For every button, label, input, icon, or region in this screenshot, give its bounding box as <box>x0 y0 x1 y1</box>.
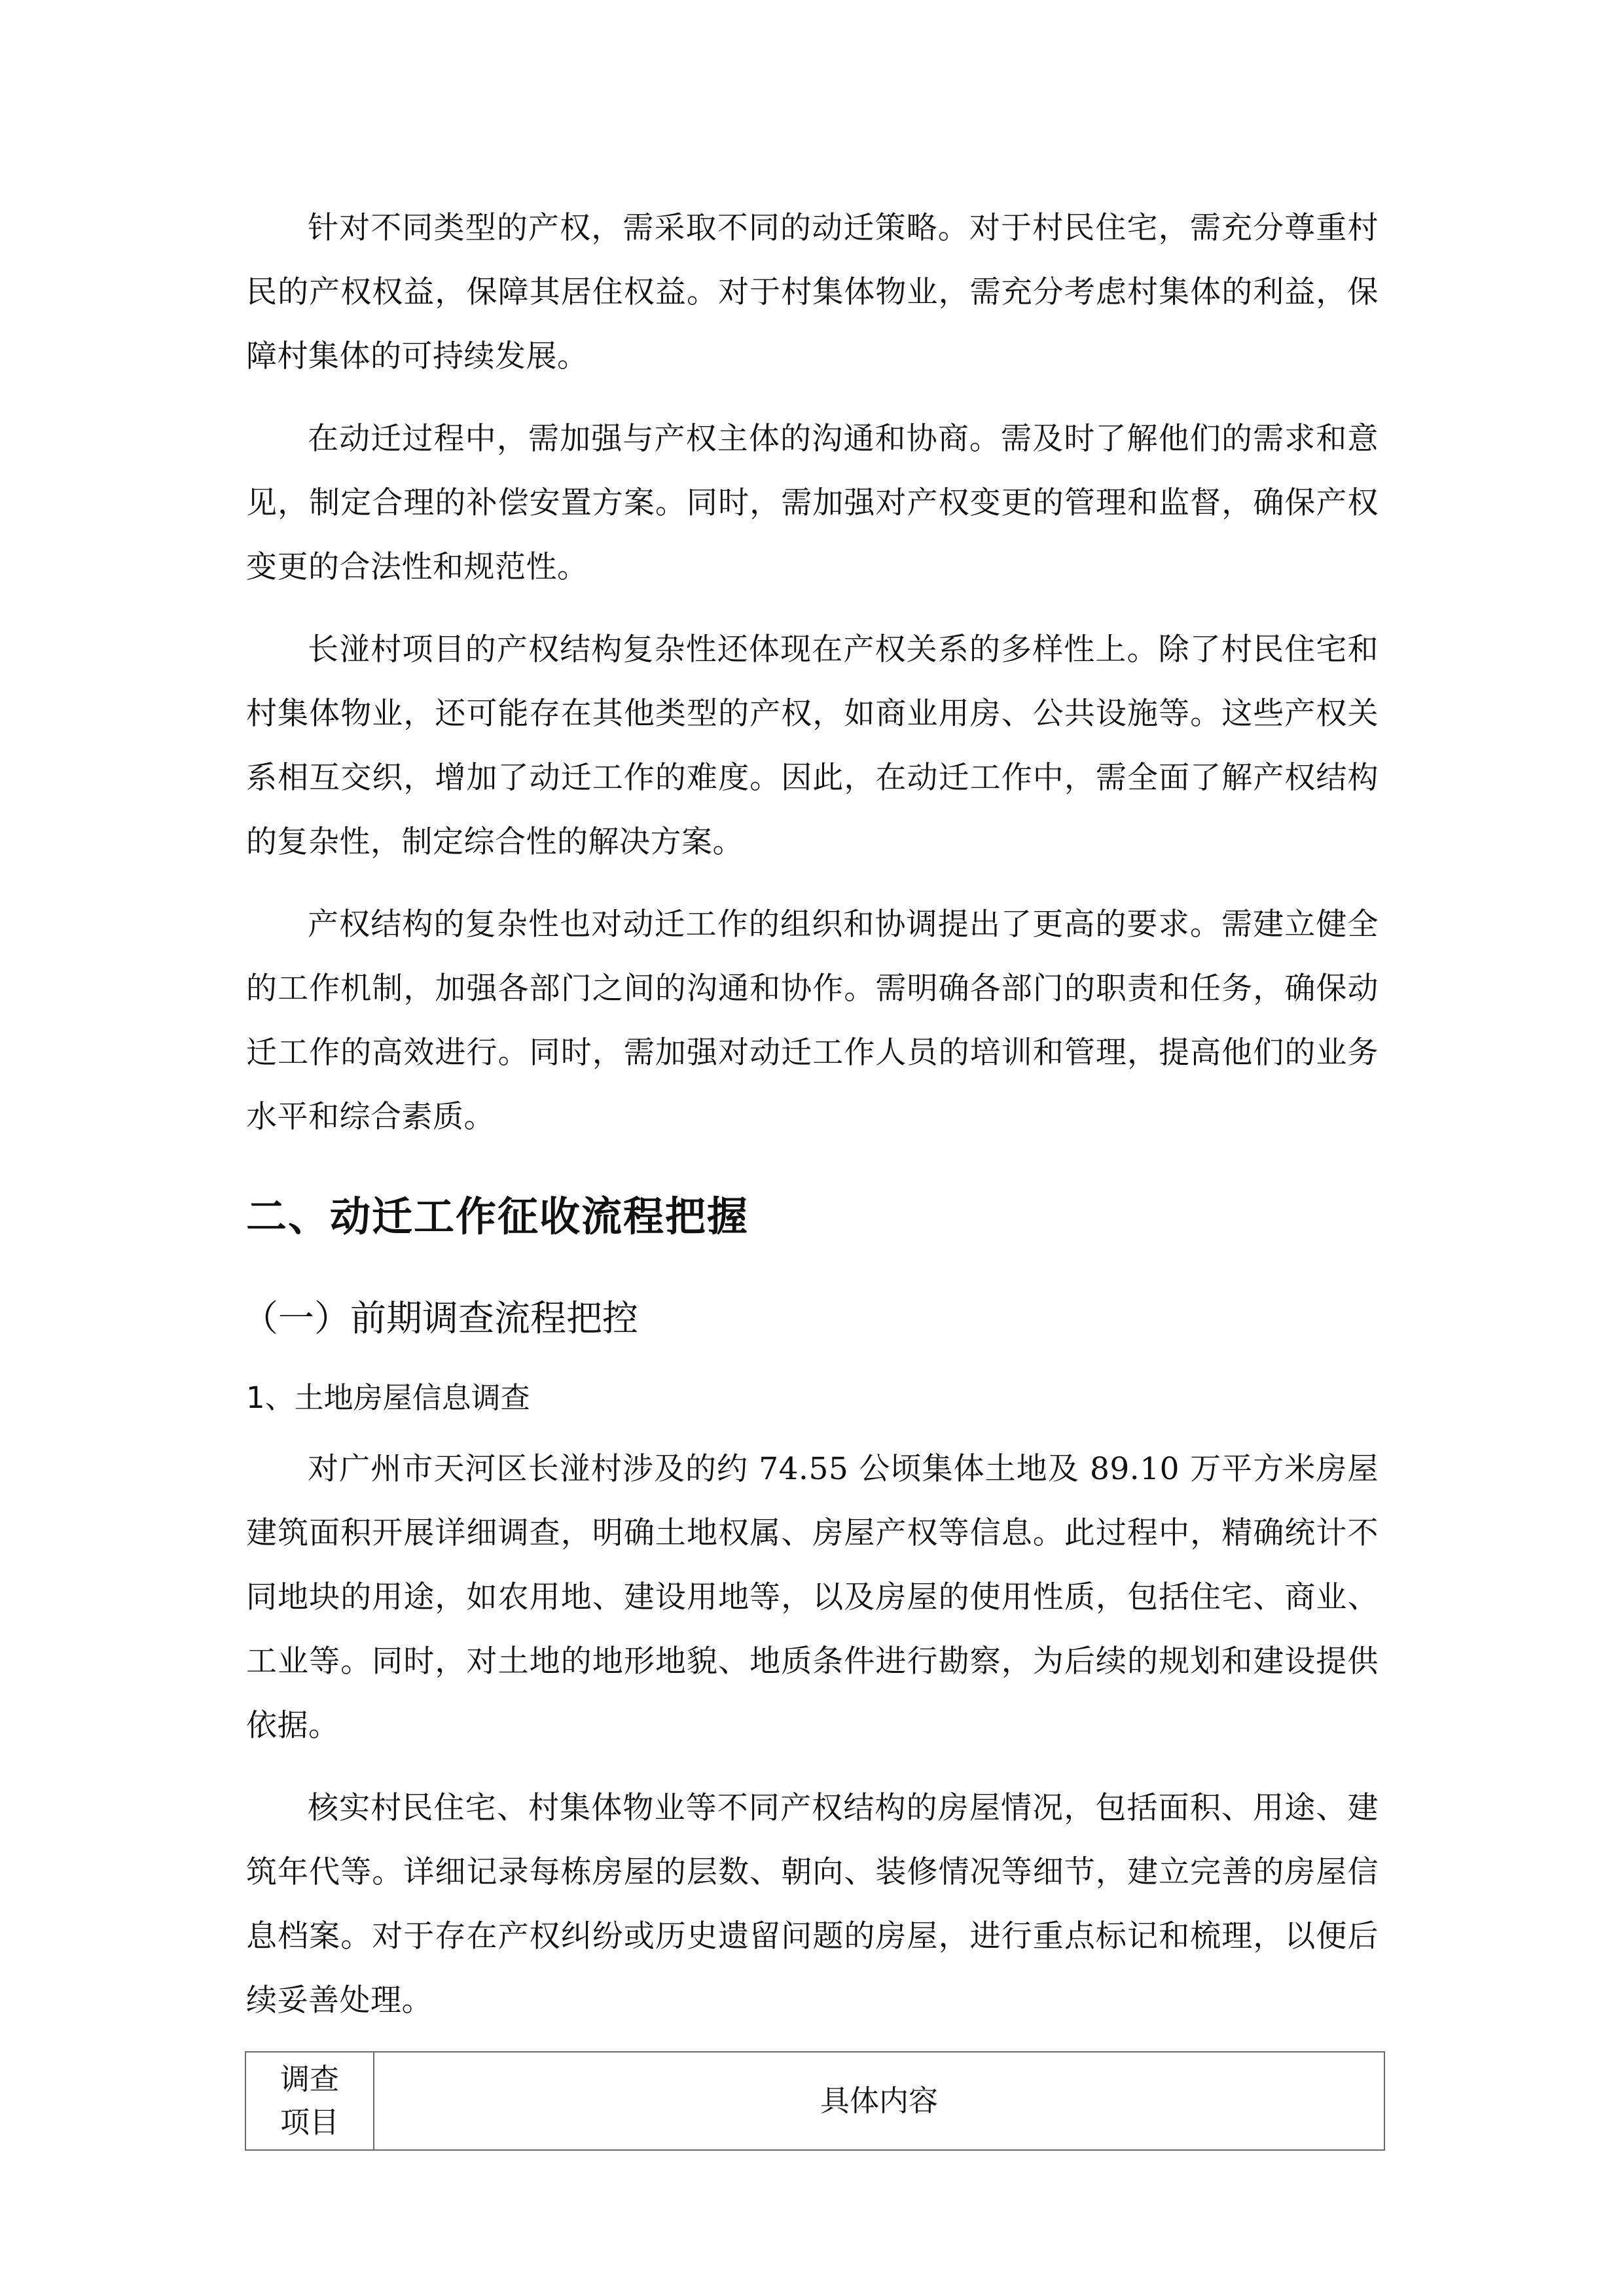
paragraph-organization: 产权结构的复杂性也对动迁工作的组织和协调提出了更高的要求。需建立健全的工作机制，加强各部门之间的沟通和协作。需明确各部门的职责和任务，确保动迁工作的高效进行。同时，需加强对动迁工作人员的培训和管理，提高他们的业务水平和综合素质。 <box>246 906 1379 1135</box>
table-header-details: 具体内容 <box>374 2052 1384 2150</box>
survey-table <box>245 2051 1385 2151</box>
paragraph-land-survey: 对广州市天河区长湴村涉及的约 74.55 公顷集体土地及 89.10 万平方米房屋建筑面积开展详细调查，明确土地权属、房屋产权等信息。此过程中，精确统计不同地块的用途，如农用地、建设用地等，以及房屋的使用性质，包括住宅、商业、工业等。同时，对土地的地形地貌、地质条件进行勘察，为后续的规划和建设提供依据。 <box>246 1451 1379 1744</box>
table-header-survey-item-label: 调查项目 <box>280 2062 339 2140</box>
paragraph-property-diversity: 长湴村项目的产权结构复杂性还体现在产权关系的多样性上。除了村民住宅和村集体物业，还可能存在其他类型的产权，如商业用房、公共设施等。这些产权关系相互交织，增加了动迁工作的难度。因此，在动迁工作中，需全面了解产权结构的复杂性，制定综合性的解决方案。 <box>246 632 1379 860</box>
table-header-survey-item <box>245 2052 374 2150</box>
subsection-heading: （一）前期调查流程把控 <box>242 1297 639 1339</box>
page-content <box>242 196 1379 2151</box>
paragraph-property-strategy: 针对不同类型的产权，需采取不同的动迁策略。对于村民住宅，需充分尊重村民的产权权益，保障其居住权益。对于村集体物业，需充分考虑村集体的利益，保障村集体的可持续发展。 <box>246 210 1379 374</box>
section-heading: 二、动迁工作征收流程把握 <box>246 1193 749 1240</box>
paragraph-house-verification: 核实村民住宅、村集体物业等不同产权结构的房屋情况，包括面积、用途、建筑年代等。详细记录每栋房屋的层数、朝向、装修情况等细节，建立完善的房屋信息档案。对于存在产权纠纷或历史遗留问题的房屋，进行重点标记和梳理，以便后续妥善处理。 <box>246 1790 1379 2018</box>
item-heading: 1、土地房屋信息调查 <box>246 1380 530 1415</box>
table-header-row <box>245 2052 1384 2150</box>
paragraph-communication: 在动迁过程中，需加强与产权主体的沟通和协商。需及时了解他们的需求和意见，制定合理的补偿安置方案。同时，需加强对产权变更的管理和监督，确保产权变更的合法性和规范性。 <box>246 421 1379 585</box>
